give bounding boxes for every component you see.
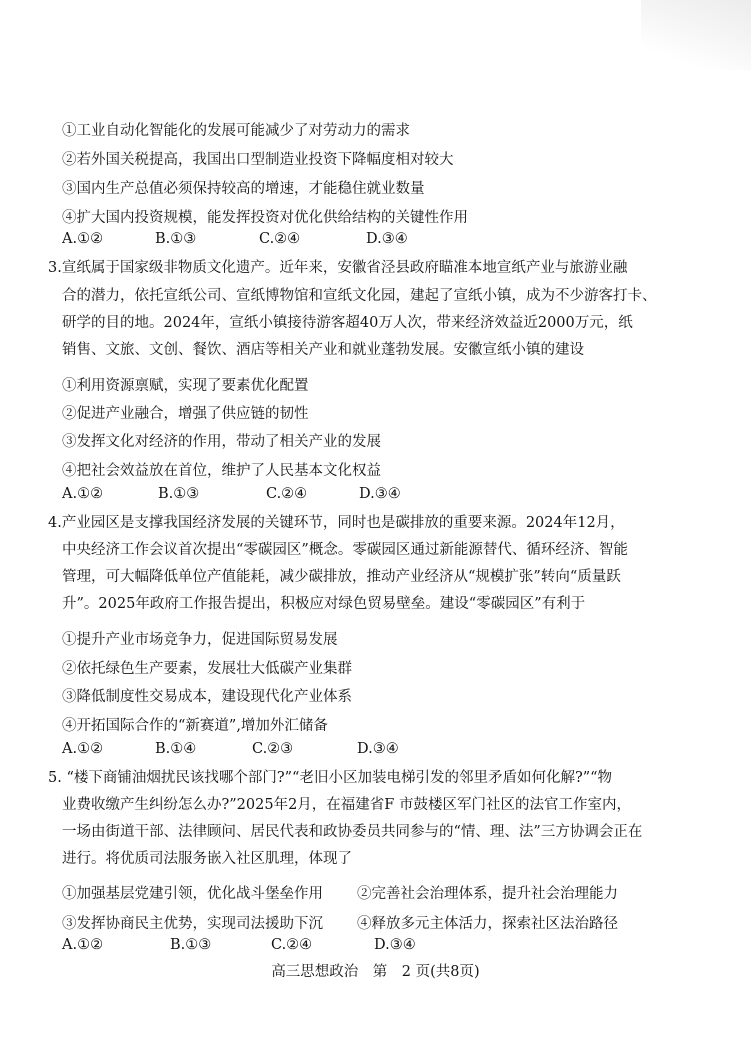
q2-item-4: ④扩大国内投资规模，能发挥投资对优化供给结构的关键性作用 (62, 210, 468, 226)
q3-option-d: D.③④ (359, 486, 401, 502)
q3-option-c: C.②④ (266, 486, 308, 502)
q3-option-b: B.①③ (158, 486, 200, 502)
q3-stem-line-1: 3.宣纸属于国家级非物质文化遗产。近年来，安徽省泾县政府瞄准本地宣纸产业与旅游业融 (48, 260, 628, 276)
page-footer: 高三思想政治 第 2 页(共8页) (271, 964, 480, 980)
q3-item-4: ④把社会效益放在首位，维护了人民基本文化权益 (62, 463, 381, 479)
q2-option-d: D.③④ (366, 231, 408, 247)
q4-item-4: ④开拓国际合作的“新赛道”,增加外汇储备 (62, 718, 328, 734)
q2-item-1: ①工业自动化智能化的发展可能减少了对劳动力的需求 (62, 123, 410, 139)
q2-item-3: ③国内生产总值必须保持较高的增速，才能稳住就业数量 (62, 181, 425, 197)
q5-stem-line-3: 一场由街道干部、法律顾问、居民代表和政协委员共同参与的“情、理、法”三方协调会正在 (62, 824, 643, 840)
q3-option-a: A.①② (62, 486, 104, 502)
q5-item-2: ②完善社会治理体系，提升社会治理能力 (357, 886, 618, 902)
q2-option-a: A.①② (62, 231, 104, 247)
q4-option-d: D.③④ (357, 741, 399, 757)
q3-item-1: ①利用资源禀赋，实现了要素优化配置 (62, 378, 309, 394)
q4-option-c: C.②③ (252, 741, 294, 757)
q4-stem-line-3: 管理，可大幅降低单位产值能耗，减少碳排放，推动产业经济从“规模扩张”转向“质量跃 (62, 569, 621, 585)
q2-option-c: C.②④ (259, 231, 301, 247)
q5-item-1: ①加强基层党建引领，优化战斗堡垒作用 (62, 886, 323, 902)
q2-option-b: B.①③ (155, 231, 197, 247)
q4-item-3: ③降低制度性交易成本，建设现代化产业体系 (62, 689, 352, 705)
q5-item-4: ④释放多元主体活力，探索社区法治路径 (357, 916, 618, 932)
q5-option-b: B.①③ (170, 937, 212, 953)
q4-option-b: B.①④ (155, 741, 197, 757)
q4-stem-line-2: 中央经济工作会议首次提出“零碳园区”概念。零碳园区通过新能源替代、循环经济、智能 (62, 542, 628, 558)
q3-item-3: ③发挥文化对经济的作用，带动了相关产业的发展 (62, 434, 381, 450)
q5-option-c: C.②④ (271, 937, 313, 953)
q4-option-a: A.①② (62, 741, 104, 757)
q3-item-2: ②促进产业融合，增强了供应链的韧性 (62, 406, 309, 422)
q2-item-2: ②若外国关税提高，我国出口型制造业投资下降幅度相对较大 (62, 152, 454, 168)
q5-item-3: ③发挥协商民主优势，实现司法援助下沉 (62, 916, 323, 932)
q5-stem-line-4: 进行。将优质司法服务嵌入社区肌理，体现了 (62, 851, 352, 867)
q4-item-1: ①提升产业市场竞争力，促进国际贸易发展 (62, 632, 338, 648)
q5-option-d: D.③④ (374, 937, 416, 953)
q3-stem-line-2: 合的潜力，依托宣纸公司、宣纸博物馆和宣纸文化园，建起了宣纸小镇，成为不少游客打卡、 (62, 288, 657, 304)
q5-stem-line-2: 业费收缴产生纠纷怎么办?”2025年2月，在福建省F 市鼓楼区军门社区的法官工作室内， (62, 797, 631, 813)
q4-stem-line-4: 升”。2025年政府工作报告提出，积极应对绿色贸易壁垒。建设“零碳园区”有利于 (62, 596, 586, 612)
q3-stem-line-3: 研学的目的地。2024年，宣纸小镇接待游客超40万人次，带来经济效益近2000万元，纸 (62, 315, 633, 331)
q4-stem-line-1: 4.产业园区是支撑我国经济发展的关键环节，同时也是碳排放的重要来源。2024年12月， (48, 515, 625, 531)
q4-item-2: ②依托绿色生产要素，发展壮大低碳产业集群 (62, 661, 352, 677)
q5-stem-line-1: 5. “楼下商铺油烟扰民该找哪个部门?”“老旧小区加装电梯引发的邻里矛盾如何化解?”“物 (48, 770, 613, 786)
q5-option-a: A.①② (62, 937, 104, 953)
q3-stem-line-4: 销售、文旅、文创、餐饮、酒店等相关产业和就业蓬勃发展。安徽宣纸小镇的建设 (62, 342, 584, 358)
